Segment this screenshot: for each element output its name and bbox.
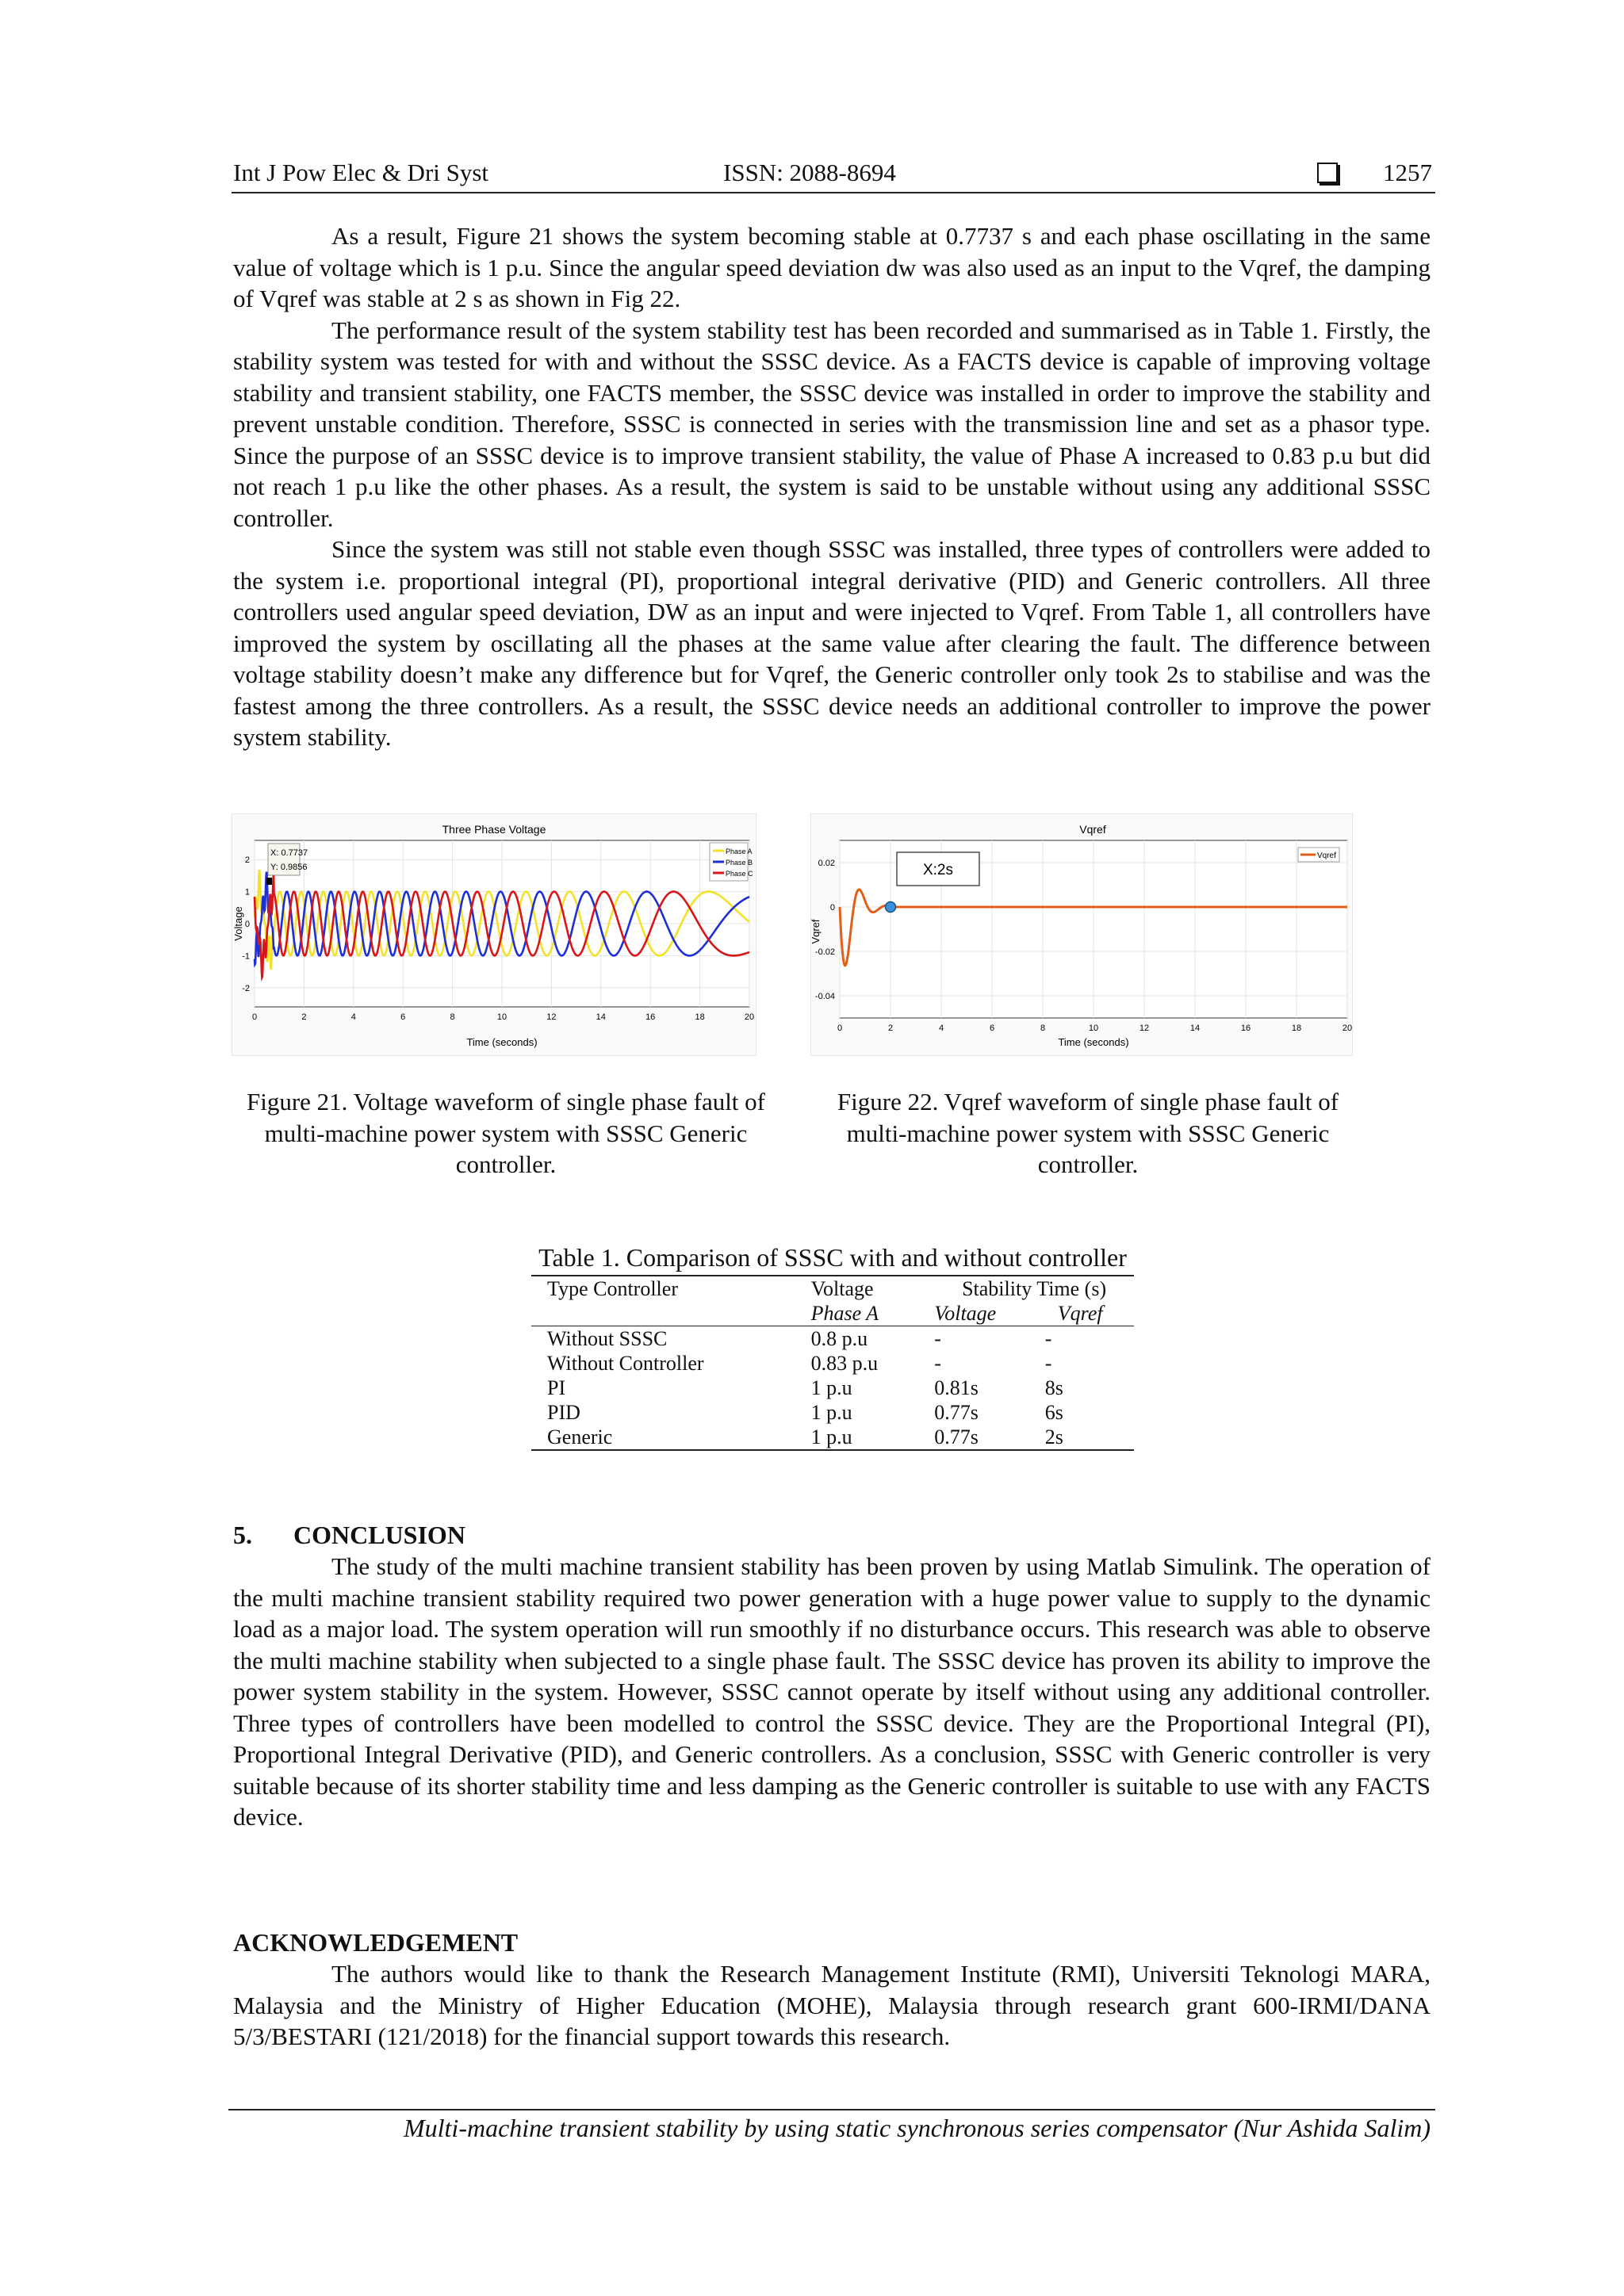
acknowledgement-body — [233, 1958, 1431, 2053]
table-cell: 0.83 p.u — [810, 1352, 879, 1375]
table-cell: - — [934, 1327, 941, 1350]
annotation-text: X:2s — [922, 862, 954, 878]
table-subheader-cell: Vqref — [1029, 1301, 1134, 1326]
acknowledgement-heading: ACKNOWLEDGEMENT — [233, 1928, 519, 1957]
x-tick-label: 4 — [938, 1024, 944, 1033]
table-cell: 0.77s — [934, 1401, 979, 1424]
figure-21-caption: Figure 21. Voltage waveform of single phase fault of multi-machine power system with SSSC Generic controller. — [246, 1088, 765, 1178]
x-tick-label: 2 — [301, 1012, 307, 1022]
x-tick-label: 20 — [1342, 1024, 1353, 1033]
y-tick-label: -0.02 — [814, 947, 835, 957]
y-tick-label: -2 — [242, 983, 250, 993]
body-paragraphs — [233, 220, 1431, 753]
x-tick-label: 12 — [546, 1012, 557, 1022]
x-tick-label: 18 — [695, 1012, 705, 1022]
table-cell: 0.77s — [918, 1425, 1029, 1450]
section-title: CONCLUSION — [293, 1521, 465, 1549]
figure-22 — [810, 813, 1353, 1056]
legend-label: Phase A — [726, 848, 753, 855]
section-number: 5. — [233, 1521, 252, 1549]
chart-title: Three Phase Voltage — [442, 823, 546, 836]
table-subheader-cell: Phase A — [764, 1301, 919, 1326]
table-cell: 6s — [1044, 1401, 1063, 1424]
y-tick-label: 1 — [244, 887, 250, 897]
figure-21 — [232, 813, 756, 1056]
x-tick-label: 6 — [400, 1012, 406, 1022]
table-cell: 1 p.u — [764, 1425, 919, 1450]
paragraph-1: As a result, Figure 21 shows the system becoming stable at 0.7737 s and each phase oscillating in the same value of voltage which is 1 p.u. Since the angular speed deviation dw was also used as an input to the Vqref, the damping of Vqref was stable at 2 s as shown in Fig 22. — [233, 222, 1431, 312]
x-tick-label: 14 — [596, 1012, 606, 1022]
conclusion-heading — [233, 1521, 465, 1550]
table-cell: - — [1044, 1352, 1052, 1375]
table-header-cell: Type Controller — [531, 1276, 764, 1301]
y-tick-label: -1 — [242, 951, 250, 962]
x-tick-label: 8 — [1040, 1024, 1046, 1033]
y-tick-label: -0.04 — [814, 992, 835, 1001]
datatip-x: X: 0.7737 — [270, 848, 308, 858]
conclusion-paragraph: The study of the multi machine transient stability has been proven by using Matlab Simulink. The operation of the multi machine transient stability required two power generation with a huge power value to supply to the dynamic load as a major load. The system operation will run smoothly if no disturbance occurs. This research was able to observe the multi machine stability when subjected to a single phase fault. The SSSC device has proven its ability to improve the power system stability in the system. However, SSSC cannot operate by itself without using any additional controller. Three types of controllers have been modelled to control the SSSC device. They are the Proportional Integral (PI), Proportional Integral Derivative (PID), and Generic controllers. As a conclusion, SSSC with Generic controller is very suitable because of its shorter stability time and less damping as the Generic controller is suitable to use with any FACTS device. — [233, 1552, 1431, 1831]
table-cell: 0.81s — [934, 1376, 979, 1399]
legend-label: Phase B — [726, 859, 753, 867]
x-axis-label: Time (seconds) — [466, 1036, 538, 1048]
table-row — [531, 1400, 1134, 1425]
table-cell: - — [934, 1352, 941, 1375]
table-cell: 2s — [1029, 1425, 1134, 1450]
table-row — [531, 1351, 1134, 1376]
issn: ISSN: 2088-8694 — [723, 159, 896, 186]
table-header-cell: Voltage — [764, 1276, 919, 1301]
footer-rule — [228, 2109, 1435, 2110]
table-subheader-cell: Voltage — [918, 1301, 1029, 1326]
paragraph-2: The performance result of the system stability test has been recorded and summarised as in Table 1. Firstly, the stability system was tested for with and without the SSSC device. As a FACTS device is capable of improving voltage stability and transient stability, one FACTS member, the SSSC device was installed in order to improve the stability and prevent unstable condition. Therefore, SSSC is connected in series with the transmission line and set as a phasor type. Since the purpose of an SSSC device is to improve transient stability, the value of Phase A increased to 0.83 p.u but did not reach 1 p.u like the other phases. As a result, the system is said to be unstable without using any additional SSSC controller. — [233, 316, 1431, 532]
table-row — [531, 1326, 1134, 1352]
table-cell: Without Controller — [547, 1352, 704, 1375]
x-tick-label: 18 — [1291, 1024, 1302, 1033]
x-tick-label: 14 — [1189, 1024, 1201, 1033]
voltage-chart — [232, 814, 756, 1055]
x-tick-label: 6 — [989, 1024, 995, 1033]
x-tick-label: 10 — [496, 1012, 508, 1022]
x-tick-label: 8 — [450, 1012, 455, 1022]
journal-name: Int J Pow Elec & Dri Syst — [233, 159, 489, 186]
paragraph-3: Since the system was still not stable even though SSSC was installed, three types of controllers were added to the system i.e. proportional integral (PI), proportional integral derivative (PID) and Generic controllers. All three controllers used angular speed deviation, DW as an input and were injected to Vqref. From Table 1, all controllers have improved the system by oscillating all the phases at the same value after clearing the fault. The difference between voltage stability doesn’t make any difference but for Vqref, the Generic controller only took 2s to stabilise and was the fastest among the three controllers. As a result, the SSSC device needs an additional controller to improve the power system stability. — [233, 535, 1431, 751]
acknowledgement-paragraph: The authors would like to thank the Research Management Institute (RMI), Universiti Teknologi MARA, Malaysia and the Ministry of Higher Education (MOHE), Malaysia through research grant 600-IRMI/DANA 5/3/BESTARI (121/2018) for the financial support towards this research. — [233, 1960, 1431, 2050]
x-axis-label: Time (seconds) — [1058, 1036, 1129, 1048]
table-row — [531, 1425, 1134, 1450]
running-header — [232, 155, 1435, 193]
y-axis-label: Vqref — [810, 919, 822, 944]
x-tick-label: 0 — [251, 1012, 258, 1022]
square-bullet-icon — [1317, 163, 1338, 183]
running-footer: Multi-machine transient stability by using static synchronous series compensator (Nur Ashida Salim) — [403, 2114, 1431, 2142]
table-header-cell: Stability Time (s) — [918, 1276, 1134, 1301]
figure-22-caption: Figure 22. Vqref waveform of single phase fault of multi-machine power system with SSSC Generic controller. — [837, 1088, 1339, 1178]
legend-label: Phase C — [726, 870, 753, 878]
vqref-chart — [811, 814, 1352, 1055]
table-cell: Without SSSC — [547, 1327, 668, 1350]
table-cell: Generic — [531, 1425, 764, 1450]
x-tick-label: 10 — [1088, 1024, 1099, 1033]
x-tick-label: 16 — [645, 1012, 656, 1022]
y-tick-label: 0.02 — [818, 859, 835, 868]
table-1-title: Table 1. Comparison of SSSC with and without controller — [538, 1243, 1127, 1272]
x-tick-label: 12 — [1139, 1024, 1150, 1033]
table-cell: - — [1044, 1327, 1052, 1350]
chart-title: Vqref — [1079, 823, 1106, 836]
y-tick-label: 2 — [244, 855, 250, 866]
table-cell: 8s — [1044, 1376, 1063, 1399]
conclusion-body — [233, 1551, 1431, 1833]
x-tick-label: 16 — [1240, 1024, 1251, 1033]
y-tick-label: 0 — [244, 920, 250, 929]
x-tick-label: 2 — [887, 1024, 894, 1033]
legend-label: Vqref — [1317, 851, 1336, 860]
datatip-y: Y: 0.9856 — [270, 863, 308, 872]
x-tick-label: 0 — [837, 1024, 843, 1033]
x-tick-label: 20 — [744, 1012, 755, 1022]
table-header-row — [531, 1276, 1134, 1301]
x-tick-label: 4 — [350, 1012, 356, 1022]
y-tick-label: 0 — [829, 903, 835, 913]
table-1 — [531, 1275, 1134, 1451]
table-cell: PID — [547, 1401, 580, 1424]
table-cell: PI — [547, 1376, 566, 1399]
table-cell: 0.8 p.u — [810, 1327, 868, 1350]
table-cell: 1 p.u — [810, 1401, 852, 1424]
table-row — [531, 1376, 1134, 1400]
table-subheader-row — [531, 1301, 1134, 1326]
table-cell: 1 p.u — [810, 1376, 852, 1399]
y-axis-label: Voltage — [232, 906, 244, 941]
page-number: 1257 — [1383, 159, 1432, 186]
settle-point-marker — [886, 902, 896, 913]
datatip-marker — [266, 878, 272, 885]
